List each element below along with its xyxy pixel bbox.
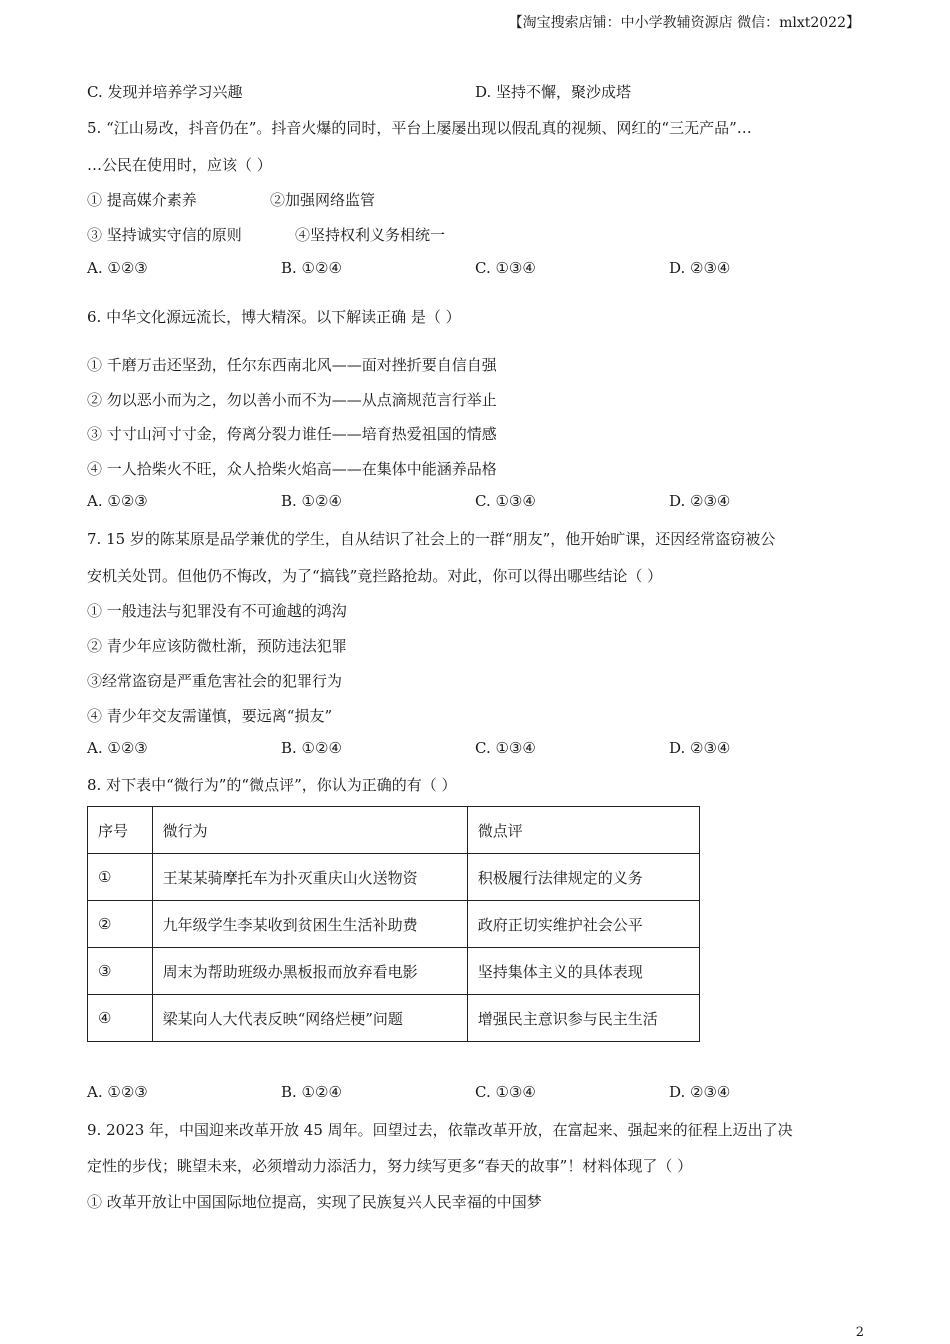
table-cell: 政府正切实维护社会公平 bbox=[467, 901, 699, 948]
table-header-cell: 序号 bbox=[88, 807, 153, 854]
page-number: 2 bbox=[855, 1325, 864, 1340]
table-header-cell: 微行为 bbox=[152, 807, 467, 854]
q6-statement-2: ② 勿以恶小而为之，勿以善小而不为——从点滴规范言行举止 bbox=[87, 391, 497, 409]
q8-option-c: C. ①③④ bbox=[475, 1083, 536, 1101]
q6-statement-4: ④ 一人拾柴火不旺，众人拾柴火焰高——在集体中能涵养品格 bbox=[87, 460, 497, 478]
q4-option-d: D. 坚持不懈，聚沙成塔 bbox=[475, 83, 632, 101]
behavior-comment-table bbox=[87, 806, 700, 1042]
table-header-row bbox=[88, 807, 700, 854]
table-cell: ① bbox=[88, 854, 153, 901]
q7-statement-4: ④ 青少年交友需谨慎，要远离“损友” bbox=[87, 707, 333, 725]
q8-option-a: A. ①②③ bbox=[87, 1083, 148, 1101]
q7-option-d: D. ②③④ bbox=[669, 739, 731, 757]
table-cell: 梁某向人大代表反映“网络烂梗”问题 bbox=[152, 995, 467, 1042]
q5-option-c: C. ①③④ bbox=[475, 259, 536, 277]
table-row bbox=[88, 948, 700, 995]
q7-statement-3: ③经常盗窃是严重危害社会的犯罪行为 bbox=[87, 672, 343, 690]
q7-option-a: A. ①②③ bbox=[87, 739, 148, 757]
table-cell: 坚持集体主义的具体表现 bbox=[467, 948, 699, 995]
table-cell: ④ bbox=[88, 995, 153, 1042]
q9-statement-1: ① 改革开放让中国国际地位提高，实现了民族复兴人民幸福的中国梦 bbox=[87, 1193, 542, 1211]
q8-option-d: D. ②③④ bbox=[669, 1083, 731, 1101]
table-row bbox=[88, 901, 700, 948]
q6-option-c: C. ①③④ bbox=[475, 492, 536, 510]
q7-option-b: B. ①②④ bbox=[281, 739, 342, 757]
table-cell: 九年级学生李某收到贫困生生活补助费 bbox=[152, 901, 467, 948]
q6-option-b: B. ①②④ bbox=[281, 492, 342, 510]
table-cell: 周末为帮助班级办黑板报而放弃看电影 bbox=[152, 948, 467, 995]
table-cell: 增强民主意识参与民主生活 bbox=[467, 995, 699, 1042]
q4-option-c: C. 发现并培养学习兴趣 bbox=[87, 83, 243, 101]
q5-option-d: D. ②③④ bbox=[669, 259, 731, 277]
q7-statement-2: ② 青少年应该防微杜渐，预防违法犯罪 bbox=[87, 637, 347, 655]
table-row bbox=[88, 995, 700, 1042]
q6-option-a: A. ①②③ bbox=[87, 492, 148, 510]
q9-stem-line2: 定性的步伐；眺望未来，必须增动力添活力，努力续写更多“春天的故事”！材料体现了（ ） bbox=[87, 1157, 693, 1175]
table-row bbox=[88, 854, 700, 901]
q7-stem-line1: 7. 15 岁的陈某原是品学兼优的学生，自从结识了社会上的一群“朋友”，他开始旷课，还因经常盗窃被公 bbox=[87, 530, 776, 548]
q5-statement-2: ②加强网络监管 bbox=[270, 191, 376, 209]
q5-option-a: A. ①②③ bbox=[87, 259, 148, 277]
q7-statement-1: ① 一般违法与犯罪没有不可逾越的鸿沟 bbox=[87, 602, 347, 620]
q6-option-d: D. ②③④ bbox=[669, 492, 731, 510]
q8-option-b: B. ①②④ bbox=[281, 1083, 342, 1101]
q6-statement-1: ① 千磨万击还坚劲，任尔东西南北风——面对挫折要自信自强 bbox=[87, 356, 497, 374]
q5-stem-line2: …公民在使用时，应该（ ） bbox=[87, 156, 272, 174]
q5-stem-line1: 5. “江山易改，抖音仍在”。抖音火爆的同时，平台上屡屡出现以假乱真的视频、网红的“三无产品”… bbox=[87, 119, 752, 137]
q8-stem: 8. 对下表中“微行为”的“微点评”，你认为正确的有（ ） bbox=[87, 776, 457, 794]
q7-stem-line2: 安机关处罚。但他仍不悔改，为了“搞钱”竟拦路抢劫。对此，你可以得出哪些结论（ ） bbox=[87, 567, 663, 585]
table-cell: ② bbox=[88, 901, 153, 948]
q6-statement-3: ③ 寸寸山河寸寸金，侉离分裂力谁任——培育热爱祖国的情感 bbox=[87, 425, 497, 443]
table-cell: 积极履行法律规定的义务 bbox=[467, 854, 699, 901]
q7-option-c: C. ①③④ bbox=[475, 739, 536, 757]
q5-statement-1: ① 提高媒介素养 bbox=[87, 191, 197, 209]
q5-statement-4: ④坚持权利义务相统一 bbox=[295, 226, 446, 244]
q6-stem: 6. 中华文化源远流长，博大精深。以下解读正确 是（ ） bbox=[87, 308, 461, 326]
q5-statement-3: ③ 坚持诚实守信的原则 bbox=[87, 226, 242, 244]
q5-option-b: B. ①②④ bbox=[281, 259, 342, 277]
table-cell: 王某某骑摩托车为扑灭重庆山火送物资 bbox=[152, 854, 467, 901]
table-header-cell: 微点评 bbox=[467, 807, 699, 854]
q9-stem-line1: 9. 2023 年，中国迎来改革开放 45 周年。回望过去，依靠改革开放，在富起来、强起来的征程上迈出了决 bbox=[87, 1121, 793, 1139]
header-watermark-note: 【淘宝搜索店铺：中小学教辅资源店 微信：mlxt2022】 bbox=[508, 15, 860, 31]
table-cell: ③ bbox=[88, 948, 153, 995]
